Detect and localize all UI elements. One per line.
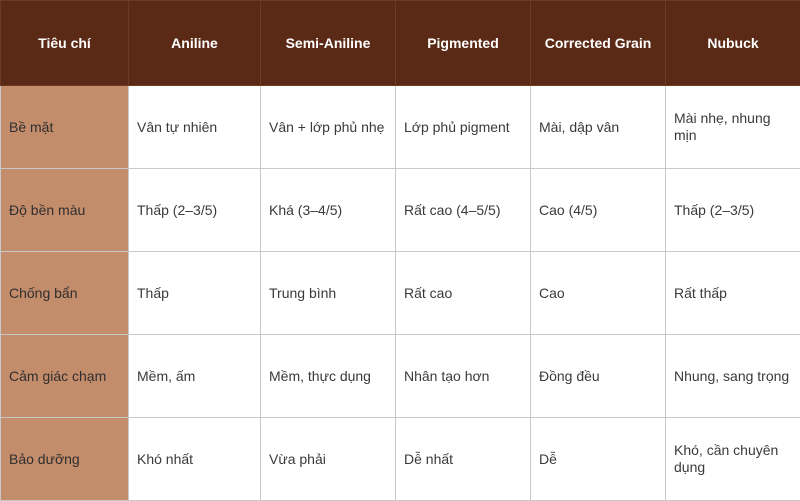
table-cell: Khó, cần chuyên dụng [666, 418, 800, 501]
table-cell: Dễ [531, 418, 666, 501]
table-cell: Lớp phủ pigment [396, 86, 531, 169]
table-cell: Vân tự nhiên [129, 86, 261, 169]
header-nubuck: Nubuck [666, 1, 800, 86]
header-criteria: Tiêu chí [1, 1, 129, 86]
row-header-touch-feel: Cảm giác chạm [1, 335, 129, 418]
table-cell: Khá (3–4/5) [261, 169, 396, 252]
row-header-stain-resistance: Chống bẩn [1, 252, 129, 335]
table-row [1, 335, 800, 418]
table-cell: Trung bình [261, 252, 396, 335]
table-row [1, 86, 800, 169]
table-cell: Nhân tạo hơn [396, 335, 531, 418]
row-header-maintenance: Bảo dưỡng [1, 418, 129, 501]
table-cell: Thấp (2–3/5) [129, 169, 261, 252]
table-cell: Đồng đều [531, 335, 666, 418]
table-cell: Rất cao (4–5/5) [396, 169, 531, 252]
row-header-color-durability: Độ bền màu [1, 169, 129, 252]
table-cell: Rất thấp [666, 252, 800, 335]
table-cell: Nhung, sang trọng [666, 335, 800, 418]
table-row [1, 418, 800, 501]
table-cell: Mềm, thực dụng [261, 335, 396, 418]
table-cell: Vân + lớp phủ nhẹ [261, 86, 396, 169]
table-cell: Khó nhất [129, 418, 261, 501]
table-cell: Mài, dập vân [531, 86, 666, 169]
table-row [1, 252, 800, 335]
table-cell: Thấp (2–3/5) [666, 169, 800, 252]
header-corrected-grain: Corrected Grain [531, 1, 666, 86]
row-header-surface: Bề mặt [1, 86, 129, 169]
table-cell: Vừa phải [261, 418, 396, 501]
header-pigmented: Pigmented [396, 1, 531, 86]
table-cell: Cao (4/5) [531, 169, 666, 252]
table-cell: Dễ nhất [396, 418, 531, 501]
header-row [1, 1, 800, 86]
table-cell: Mài nhẹ, nhung mịn [666, 86, 800, 169]
table-cell: Rất cao [396, 252, 531, 335]
header-aniline: Aniline [129, 1, 261, 86]
table-row [1, 169, 800, 252]
table-cell: Cao [531, 252, 666, 335]
table-cell: Mềm, ấm [129, 335, 261, 418]
table-cell: Thấp [129, 252, 261, 335]
header-semi-aniline: Semi-Aniline [261, 1, 396, 86]
